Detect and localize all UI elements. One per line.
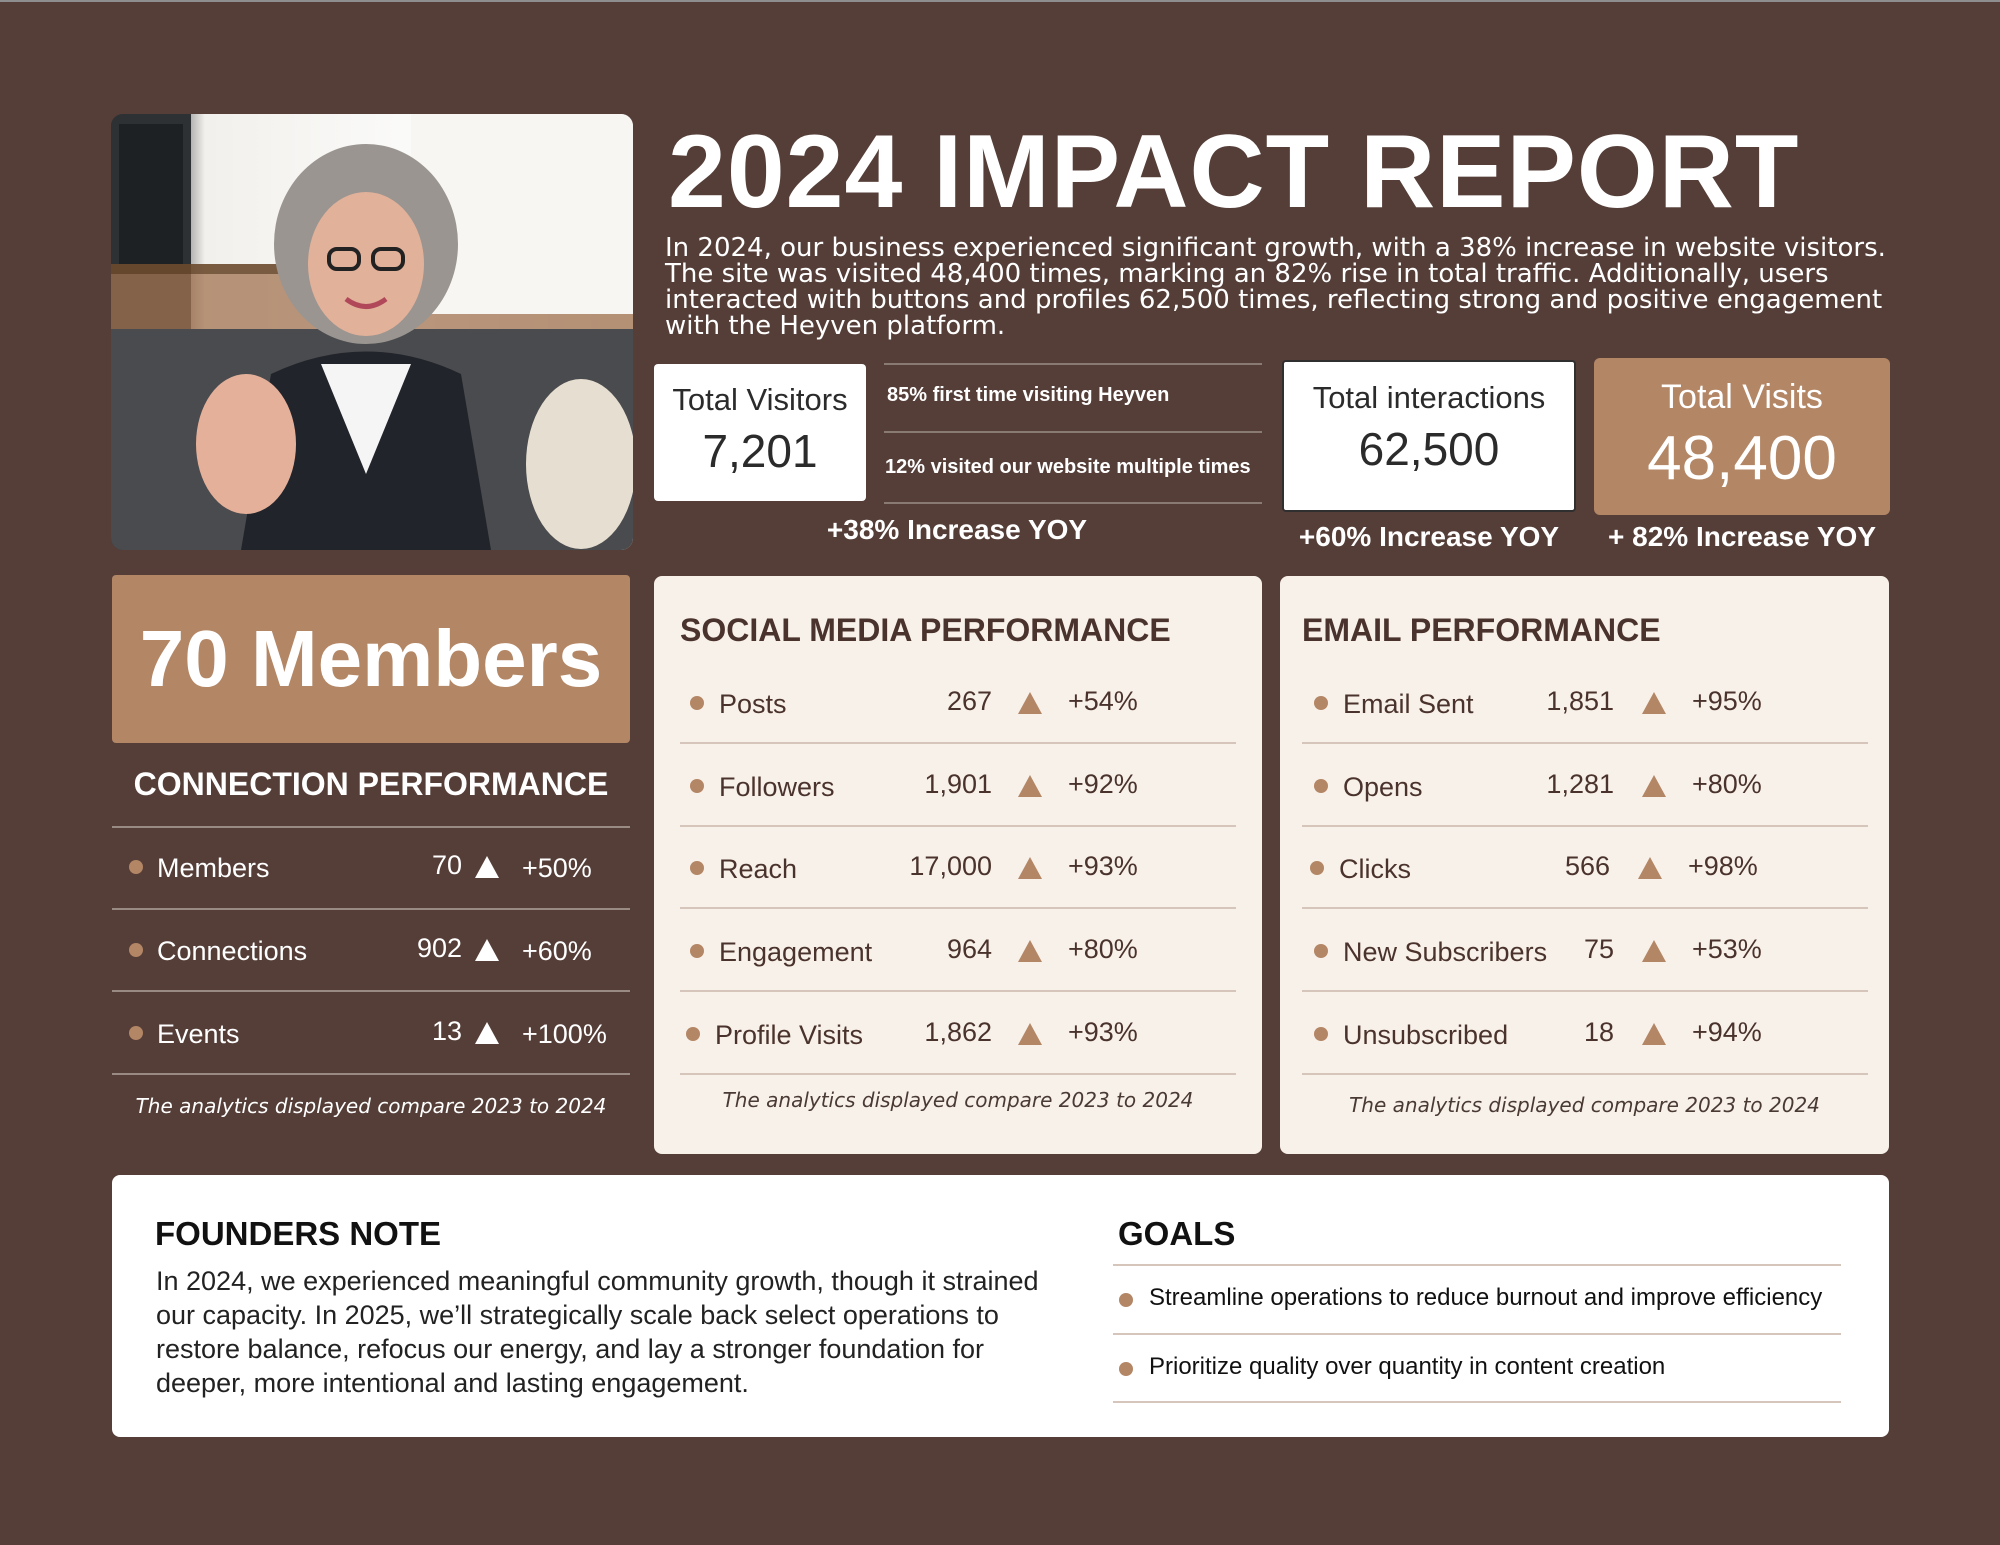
total-visits-card <box>1594 358 1890 515</box>
row-value: 1,901 <box>924 769 992 799</box>
goals-title: GOALS <box>1118 1215 1236 1252</box>
row-change: +53% <box>1692 934 1762 964</box>
founders-note-title: FOUNDERS NOTE <box>155 1215 442 1252</box>
row-label: Opens <box>1343 772 1423 802</box>
total-visitors-card <box>654 364 866 501</box>
divider <box>680 907 1236 909</box>
divider <box>112 826 630 828</box>
connection-row-connections <box>112 933 630 973</box>
email-card <box>1280 576 1889 1154</box>
founders-goals-panel <box>112 1175 1889 1437</box>
visits-yoy: + 82% Increase YOY <box>1608 521 1876 552</box>
bullet-dot <box>1314 696 1328 710</box>
bullet-dot <box>1310 861 1324 875</box>
email-row-sent <box>1314 686 1874 726</box>
total-interactions-card <box>1282 360 1576 512</box>
up-arrow-icon <box>1018 775 1042 797</box>
divider <box>112 908 630 910</box>
row-change: +93% <box>1068 1017 1138 1047</box>
founder-photo <box>111 114 633 550</box>
divider <box>680 1073 1236 1075</box>
row-change: +50% <box>522 853 592 883</box>
row-label: Posts <box>719 689 787 719</box>
up-arrow-icon <box>1642 692 1666 714</box>
row-value: 1,862 <box>924 1017 992 1047</box>
up-arrow-icon <box>1642 775 1666 797</box>
bullet-dot <box>690 779 704 793</box>
row-change: +92% <box>1068 769 1138 799</box>
divider <box>680 742 1236 744</box>
divider <box>884 431 1262 433</box>
goal-text: Streamline operations to reduce burnout and improve efficiency <box>1149 1284 1823 1311</box>
report-title: 2024 IMPACT REPORT <box>668 114 1800 230</box>
divider <box>1302 990 1868 992</box>
social-row-posts <box>690 686 1250 726</box>
divider <box>680 990 1236 992</box>
top-border <box>0 0 2000 2</box>
divider <box>884 363 1262 365</box>
row-change: +95% <box>1692 686 1762 716</box>
row-change: +54% <box>1068 686 1138 716</box>
social-title: SOCIAL MEDIA PERFORMANCE <box>680 612 1171 648</box>
up-arrow-icon <box>475 856 499 878</box>
bullet-dot <box>1314 1027 1328 1041</box>
intro-paragraph: In 2024, our business experienced significant growth, with a 38% increase in website visitors. The site was visited 48,400 times, marking an 82% rise in total traffic. Additionally, users interacted with buttons and profiles 62,500 times, reflecting strong and positive engagement with the Heyven platform. <box>665 233 1886 341</box>
bullet-dot <box>690 861 704 875</box>
row-label: Unsubscribed <box>1343 1020 1509 1050</box>
divider <box>884 502 1262 504</box>
divider <box>680 825 1236 827</box>
members-banner: 70 Members <box>112 575 630 743</box>
bullet-dot <box>1314 779 1328 793</box>
row-change: +100% <box>522 1019 607 1049</box>
row-value: 964 <box>946 934 992 964</box>
row-label: New Subscribers <box>1343 937 1548 967</box>
divider <box>1113 1401 1841 1403</box>
row-value: 267 <box>946 686 992 716</box>
divider <box>1302 907 1868 909</box>
up-arrow-icon <box>1642 1023 1666 1045</box>
row-label: Events <box>157 1019 240 1049</box>
bullet-dot <box>1119 1362 1133 1376</box>
total-visits-value: 48,400 <box>1647 424 1837 493</box>
up-arrow-icon <box>1018 857 1042 879</box>
email-row-opens <box>1314 769 1874 809</box>
row-change: +98% <box>1688 851 1758 881</box>
row-change: +60% <box>522 936 592 966</box>
row-label: Profile Visits <box>715 1020 864 1050</box>
email-caption: The analytics displayed compare 2023 to 2024 <box>1349 1093 1820 1117</box>
first-time-note: 85% first time visiting Heyven <box>887 384 1170 406</box>
email-title: EMAIL PERFORMANCE <box>1302 612 1661 648</box>
row-change: +93% <box>1068 851 1138 881</box>
total-interactions-value: 62,500 <box>1358 423 1500 475</box>
row-label: Reach <box>719 854 798 884</box>
social-row-reach <box>690 851 1250 891</box>
divider <box>1302 825 1868 827</box>
row-value: 13 <box>431 1016 462 1046</box>
row-value: 1,851 <box>1546 686 1614 716</box>
row-value: 1,281 <box>1546 769 1614 799</box>
email-row-new-subscribers <box>1314 934 1874 974</box>
multiple-visits-note: 12% visited our website multiple times <box>885 456 1251 478</box>
row-value: 70 <box>431 850 462 880</box>
founders-note-text: In 2024, we experienced meaningful community growth, though it strained our capacity. In 2025, we’ll strategically scale back select operations to restore balance, refocus our energy, and lay a stronger foundation for deeper, more intentional and lasting engagement. <box>156 1266 1039 1398</box>
total-visitors-label: Total Visitors <box>672 382 848 417</box>
social-row-followers <box>690 769 1250 809</box>
row-value: 18 <box>1583 1017 1614 1047</box>
divider <box>1302 1073 1868 1075</box>
row-value: 566 <box>1564 851 1610 881</box>
divider <box>112 990 630 992</box>
row-value: 902 <box>416 933 462 963</box>
social-caption: The analytics displayed compare 2023 to 2024 <box>722 1088 1194 1112</box>
row-change: +80% <box>1068 934 1138 964</box>
row-label: Connections <box>157 936 308 966</box>
goal-text: Prioritize quality over quantity in content creation <box>1149 1353 1666 1380</box>
bullet-dot <box>686 1027 700 1041</box>
divider <box>1302 742 1868 744</box>
row-change: +94% <box>1692 1017 1762 1047</box>
up-arrow-icon <box>1642 940 1666 962</box>
row-value: 17,000 <box>909 851 992 881</box>
bullet-dot <box>129 1026 143 1040</box>
row-label: Clicks <box>1339 854 1411 884</box>
row-value: 75 <box>1583 934 1614 964</box>
bullet-dot <box>129 860 143 874</box>
divider <box>1113 1264 1841 1266</box>
social-row-engagement <box>690 934 1250 974</box>
row-label: Followers <box>719 772 835 802</box>
bullet-dot <box>129 943 143 957</box>
row-label: Email Sent <box>1343 689 1474 719</box>
up-arrow-icon <box>1018 692 1042 714</box>
divider <box>1113 1333 1841 1335</box>
visitors-yoy: +38% Increase YOY <box>826 514 1088 545</box>
total-visits-label: Total Visits <box>1661 378 1823 416</box>
total-visitors-value: 7,201 <box>702 425 818 477</box>
connection-title: CONNECTION PERFORMANCE <box>133 766 609 802</box>
row-label: Engagement <box>719 937 873 967</box>
email-row-clicks <box>1310 851 1870 891</box>
social-row-profile-visits <box>686 1017 1246 1057</box>
interactions-yoy: +60% Increase YOY <box>1298 521 1560 552</box>
up-arrow-icon <box>1018 1023 1042 1045</box>
social-media-card <box>654 576 1262 1154</box>
row-change: +80% <box>1692 769 1762 799</box>
total-interactions-label: Total interactions <box>1312 380 1546 415</box>
connection-row-members <box>112 850 630 890</box>
bullet-dot <box>1314 944 1328 958</box>
up-arrow-icon <box>1018 940 1042 962</box>
up-arrow-icon <box>475 1022 499 1044</box>
connection-row-events <box>112 1016 630 1056</box>
divider <box>112 1073 630 1075</box>
bullet-dot <box>1119 1293 1133 1307</box>
connection-caption: The analytics displayed compare 2023 to 2024 <box>135 1094 607 1118</box>
up-arrow-icon <box>475 939 499 961</box>
email-row-unsubscribed <box>1314 1017 1874 1057</box>
bullet-dot <box>690 696 704 710</box>
bullet-dot <box>690 944 704 958</box>
up-arrow-icon <box>1638 857 1662 879</box>
row-label: Members <box>157 853 270 883</box>
